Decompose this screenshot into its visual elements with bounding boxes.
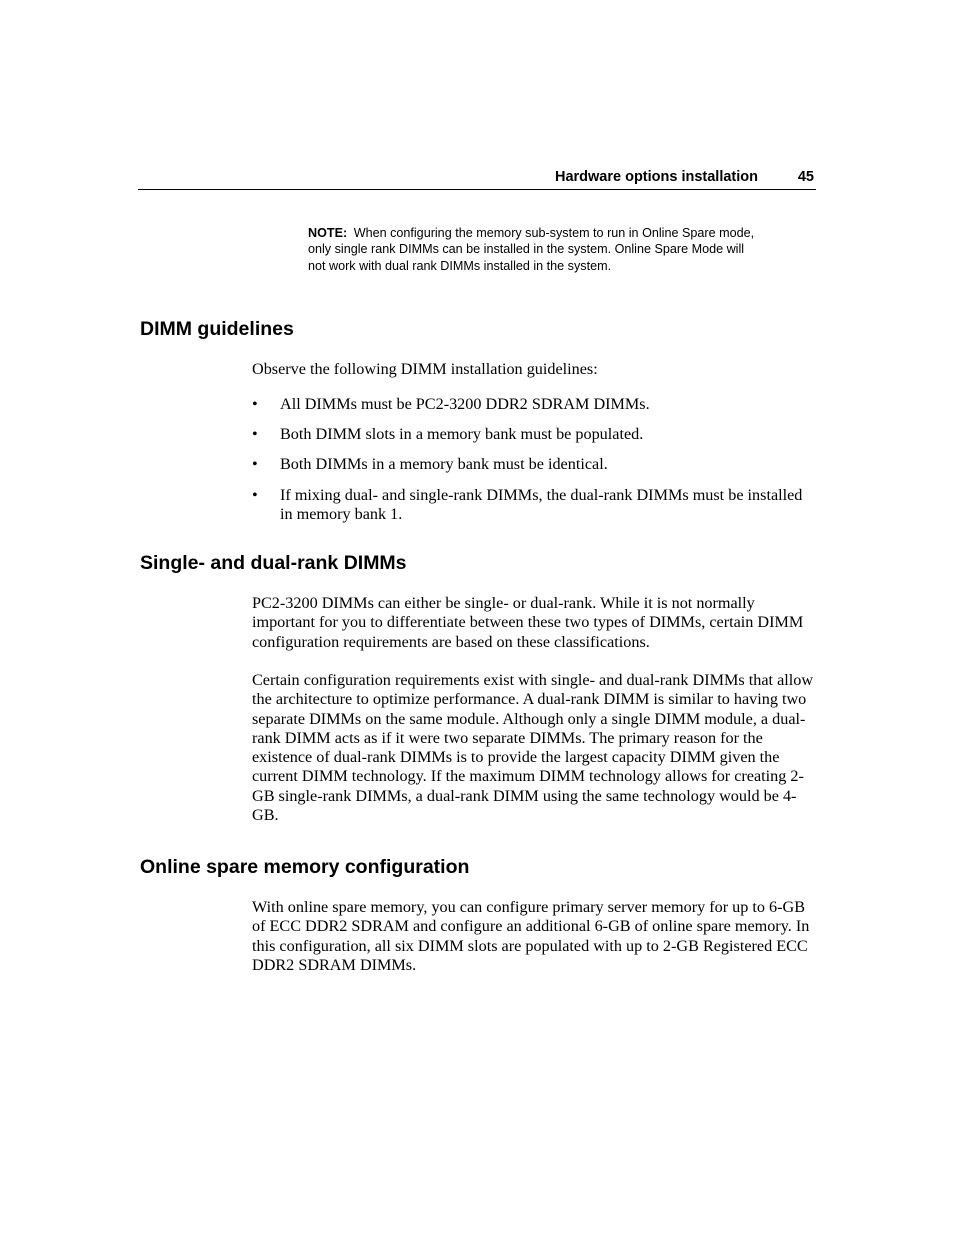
- list-item-text: Both DIMM slots in a memory bank must be populated.: [280, 425, 644, 444]
- list-item-text: If mixing dual- and single-rank DIMMs, the dual-rank DIMMs must be installed in memory bank 1.: [280, 485, 803, 524]
- page-number: 45: [797, 169, 814, 185]
- heading-online-spare: Online spare memory configuration: [140, 856, 470, 878]
- list-item-text: Both DIMMs in a memory bank must be identical.: [280, 455, 608, 474]
- bullet-icon: •: [252, 485, 258, 504]
- bullet-icon: •: [252, 425, 258, 444]
- running-header: [138, 168, 816, 190]
- note-label: NOTE:: [308, 226, 348, 240]
- bullet-icon: •: [252, 455, 258, 474]
- heading-single-dual-rank: Single- and dual-rank DIMMs: [140, 552, 407, 574]
- heading-dimm-guidelines: DIMM guidelines: [140, 318, 294, 340]
- list-item: [252, 425, 812, 445]
- online-spare-paragraph: With online spare memory, you can configure primary server memory for up to 6-GB of ECC DDR2 SDRAM and configure an additional 6-GB of online spare memory. In this configuration, all six DIMM slots are populated with up to 2-GB Registered ECC DDR2 SDRAM DIMMs.: [252, 898, 810, 974]
- header-section-title: Hardware options installation: [554, 169, 758, 185]
- dimm-guidelines-list: [252, 395, 812, 536]
- list-item: [252, 486, 812, 526]
- single-dual-rank-paragraph-1: PC2-3200 DIMMs can either be single- or dual-rank. While it is not normally important for you to differentiate between these two types of DIMMs, certain DIMM configuration requirements are based on these classifications.: [252, 594, 804, 651]
- dimm-guidelines-intro: Observe the following DIMM installation guidelines:: [252, 360, 598, 378]
- list-item: [252, 395, 812, 415]
- bullet-icon: •: [252, 395, 258, 413]
- single-dual-rank-paragraph-2: Certain configuration requirements exist with single- and dual-rank DIMMs that allow the architecture to optimize performance. A dual-rank DIMM is similar to having two separate DIMMs on the same module. Although only a single DIMM module, a dual-rank DIMM acts as if it were two separate DIMMs. The primary reason for the existence of dual-rank DIMMs is to provide the largest capacity DIMM given the current DIMM technology. If the maximum DIMM technology allows for creating 2-GB single-rank DIMMs, a dual-rank DIMM using the same technology would be 4-GB.: [252, 671, 814, 825]
- note-text: When configuring the memory sub-system to run in Online Spare mode, only single rank DIMMs can be installed in the system. Online Spare Mode will not work with dual rank DIMMs installed in the system.: [308, 226, 755, 273]
- list-item-text: All DIMMs must be PC2-3200 DDR2 SDRAM DIMMs.: [280, 395, 650, 413]
- list-item: [252, 455, 812, 475]
- note-box: [308, 225, 758, 274]
